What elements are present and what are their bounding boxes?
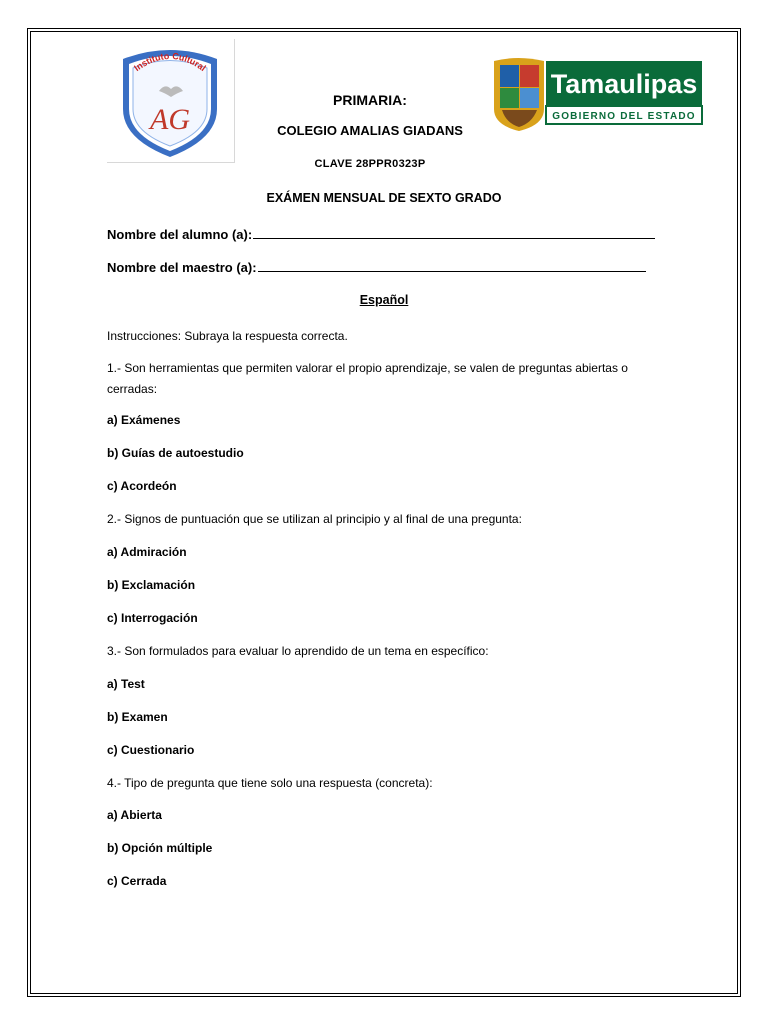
question-3-option-a: a) Test (107, 677, 145, 691)
teacher-name-field (107, 259, 646, 275)
teacher-name-line (258, 259, 646, 272)
question-4-text: 4.- Tipo de pregunta que tiene solo una respuesta (concreta): (107, 776, 433, 790)
question-2-option-c: c) Interrogación (107, 611, 198, 625)
question-3-option-c: c) Cuestionario (107, 743, 195, 757)
student-name-field (107, 226, 655, 242)
question-3-option-b: b) Examen (107, 710, 168, 724)
question-4-option-a: a) Abierta (107, 808, 162, 822)
teacher-name-label: Nombre del maestro (a): (107, 260, 257, 275)
government-logo (492, 55, 704, 133)
logo-initials: AG (150, 103, 190, 136)
question-1-option-b: b) Guías de autoestudio (107, 446, 244, 460)
question-4-option-c: c) Cerrada (107, 874, 167, 888)
shield-logo-icon (107, 39, 234, 162)
logo-name: Tamaulipas (550, 69, 698, 99)
school-name: COLEGIO AMALIAS GIADANS (277, 123, 463, 138)
question-2-option-b: b) Exclamación (107, 578, 196, 592)
logo-subtitle: GOBIERNO DEL ESTADO (552, 111, 696, 122)
student-name-label: Nombre del alumno (a): (107, 227, 253, 242)
school-type: PRIMARIA: (333, 92, 407, 108)
question-1-text-cont: cerradas: (107, 382, 158, 396)
exam-title: EXÁMEN MENSUAL DE SEXTO GRADO (266, 191, 502, 205)
school-logo (107, 39, 235, 163)
student-name-line (253, 226, 655, 239)
question-1-option-a: a) Exámenes (107, 413, 181, 427)
tamaulipas-crest-icon (492, 55, 704, 133)
subject-heading: Español (359, 293, 409, 307)
instructions: Instrucciones: Subraya la respuesta correcta. (107, 329, 348, 343)
question-3-text: 3.- Son formulados para evaluar lo aprendido de un tema en específico: (107, 644, 489, 658)
question-1-option-c: c) Acordeón (107, 479, 177, 493)
question-1-text: 1.- Son herramientas que permiten valorar el propio aprendizaje, se valen de preguntas abiertas o (107, 361, 628, 375)
logo-arc-text: Instituto Cultural (132, 50, 208, 74)
question-2-text: 2.- Signos de puntuación que se utilizan al principio y al final de una pregunta: (107, 512, 522, 526)
question-2-option-a: a) Admiración (107, 545, 187, 559)
school-code: CLAVE 28PPR0323P (314, 158, 426, 170)
question-4-option-b: b) Opción múltiple (107, 841, 213, 855)
